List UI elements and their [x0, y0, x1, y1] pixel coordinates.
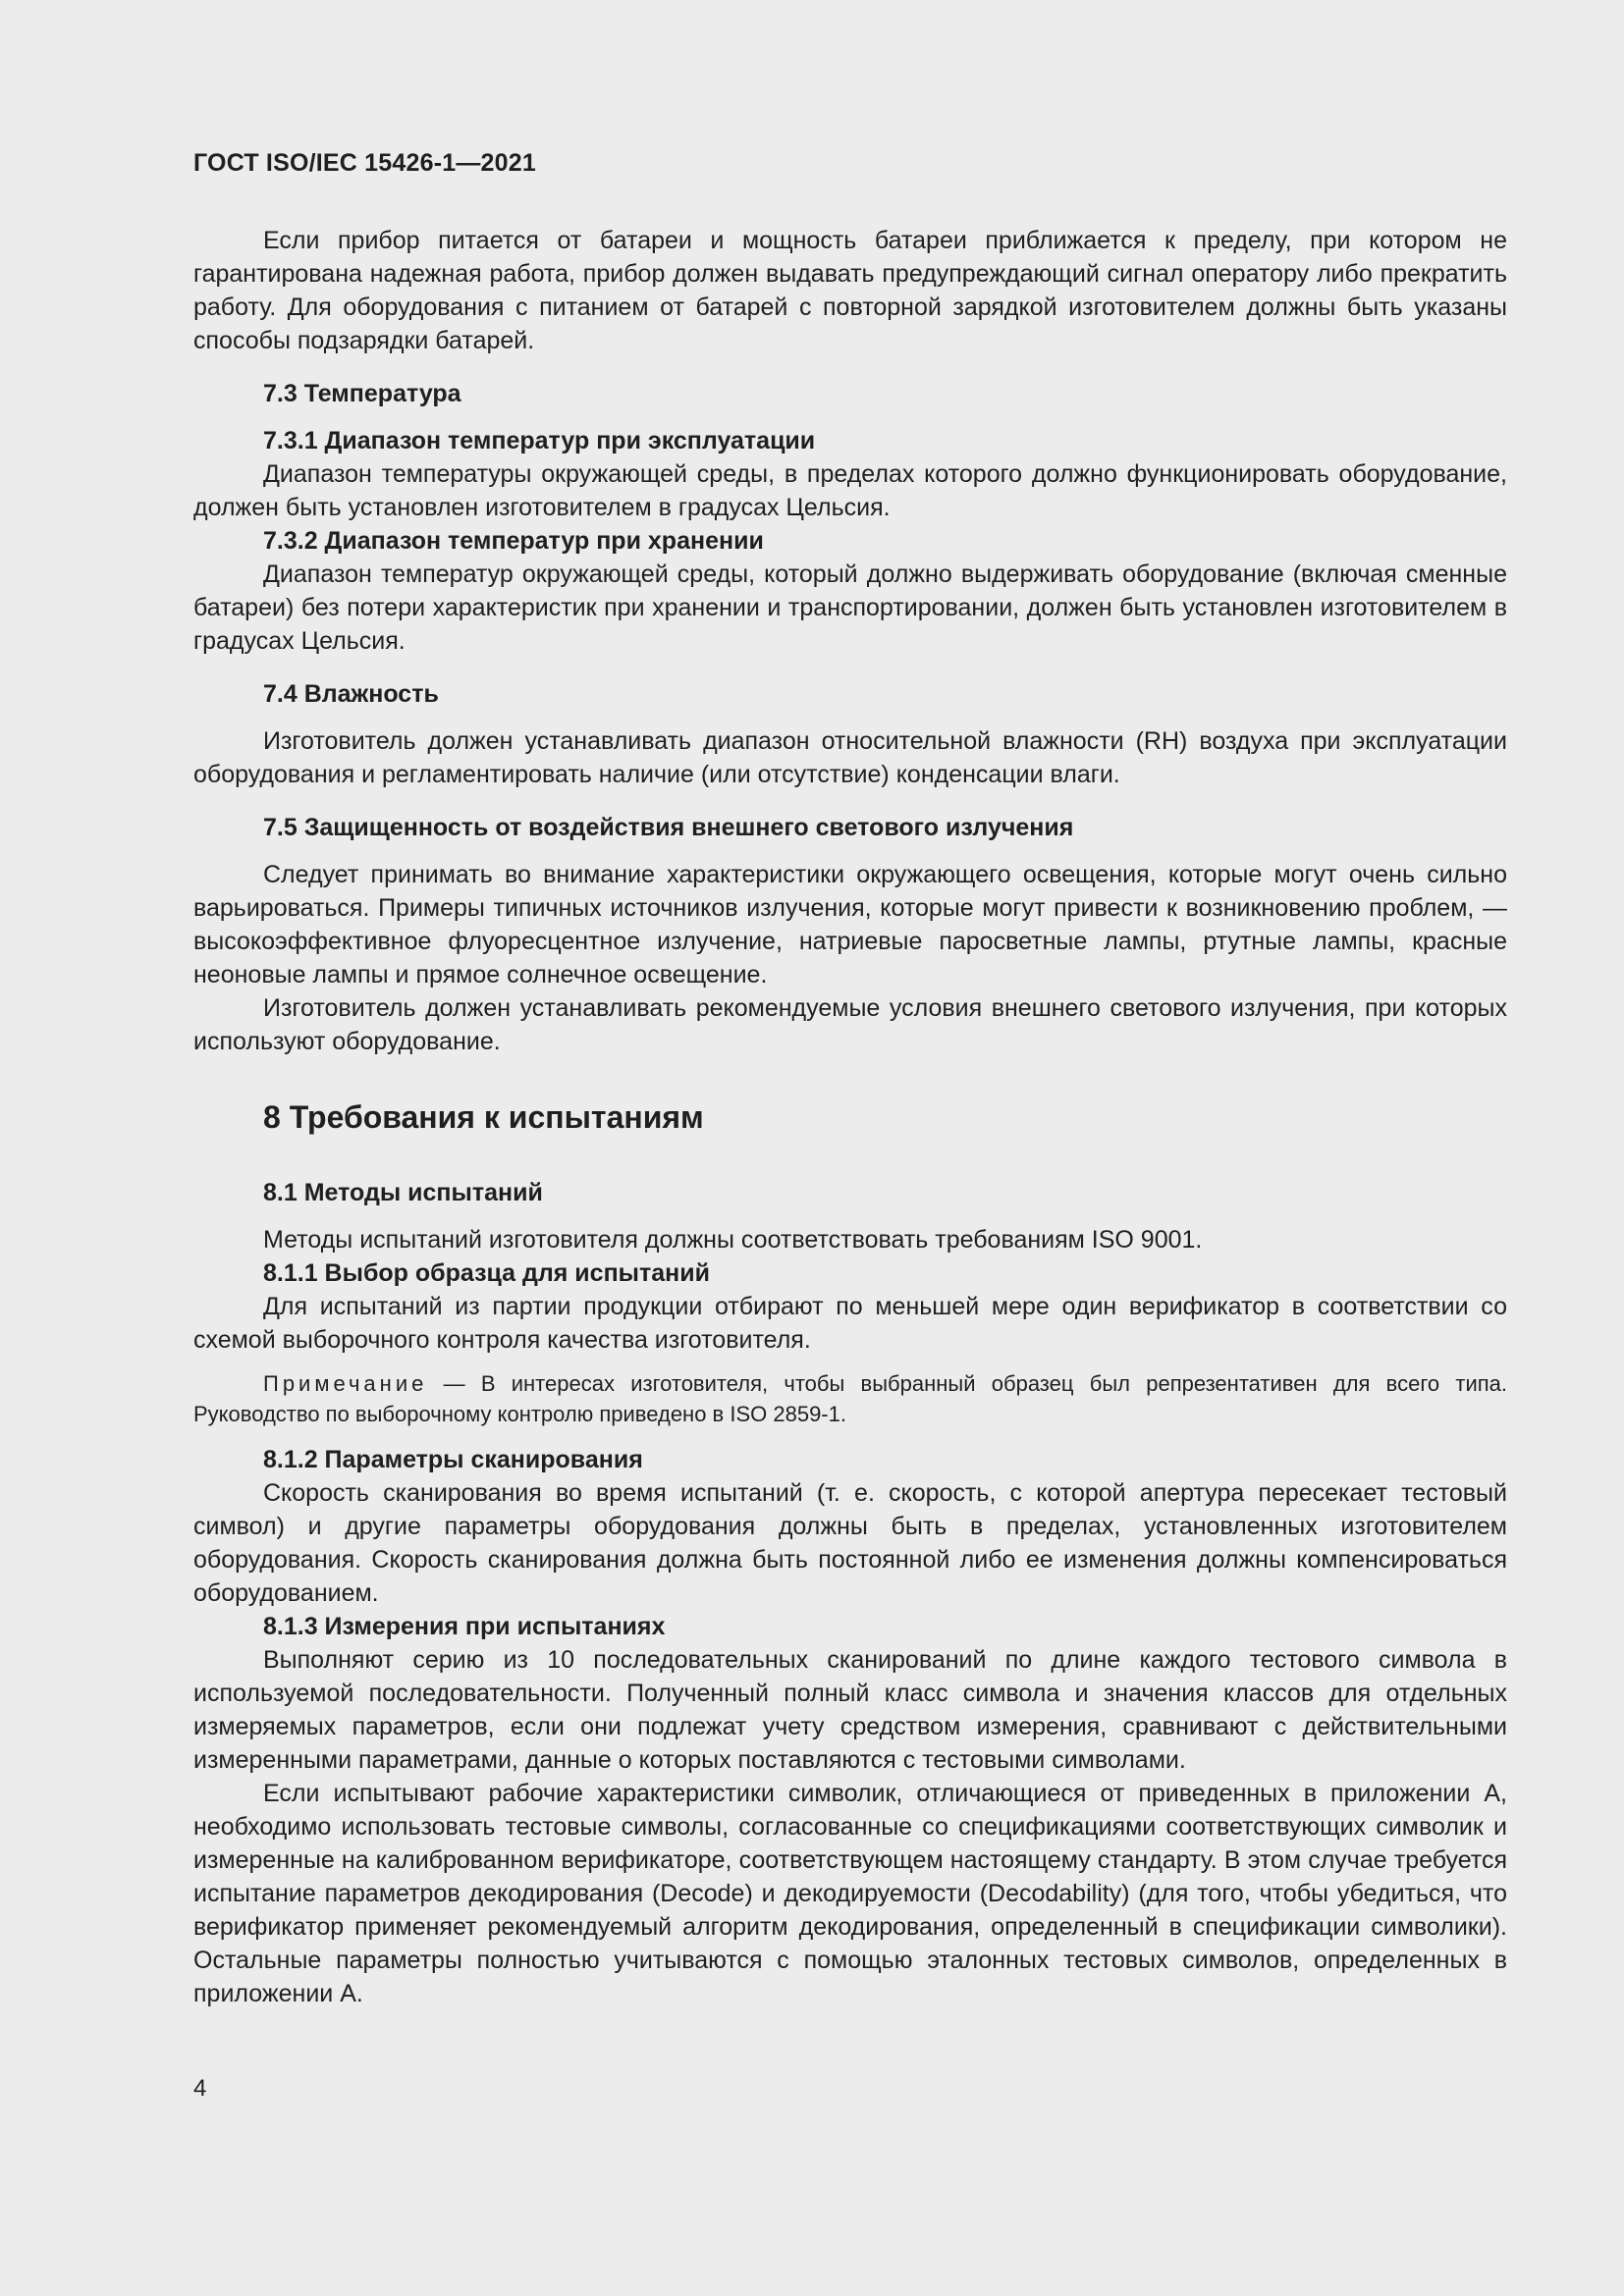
paragraph-8-1-3-b: Если испытывают рабочие характеристики символик, отличающиеся от приведенных в приложении А, необходимо использовать тестовые символы, согласованные со спецификациями соответствующих символик и измеренные на калиброванном верификаторе, соответствующем настоящему стандарту. В этом случае требуется испытание параметров декодирования (Decode) и декодируемости (Decodability) (для того, чтобы убедиться, что верификатор применяет рекомендуемый алгоритм декодирования, определенный в спецификации символики). Остальные параметры полностью учитываются с помощью эталонных тестовых символов, определенных в приложении А. [193, 1780, 1507, 2007]
paragraph-battery: Если прибор питается от батареи и мощность батареи приближается к пределу, при котором не гарантирована надежная работа, прибор должен выдавать предупреждающий сигнал оператору либо прекратить работу. Для оборудования с питанием от батарей с повторной зарядкой изготовителем должны быть указаны способы подзарядки батарей. [193, 227, 1507, 354]
paragraph-8-1-3-a: Выполняют серию из 10 последовательных сканирований по длине каждого тестового символа в используемой последовательности. Полученный полный класс символа и значения классов для отдельных измеряемых параметров, если они подлежат учету средством измерения, сравнивают с действительными измеренными параметрами, данные о которых поставляются с тестовыми символами. [193, 1646, 1507, 1774]
paragraph-7-3-2: Диапазон температур окружающей среды, который должно выдерживать оборудование (включая сменные батареи) без потери характеристик при хранении и транспортировании, должен быть установлен изготовителем в градусах Цельсия. [193, 561, 1507, 655]
paragraph-7-4: Изготовитель должен устанавливать диапазон относительной влажности (RH) воздуха при эксплуатации оборудования и регламентировать наличие (или отсутствие) конденсации влаги. [193, 727, 1507, 788]
heading-8-1-2: 8.1.2 Параметры сканирования [263, 1446, 643, 1473]
paragraph-7-3-1: Диапазон температуры окружающей среды, в пределах которого должно функционировать оборудование, должен быть установлен изготовителем в градусах Цельсия. [193, 460, 1507, 521]
heading-8-1-1: 8.1.1 Выбор образца для испытаний [263, 1259, 711, 1287]
note-text: — В интересах изготовителя, чтобы выбранный образец был репрезентативен для всего типа. Руководство по выборочному контролю приведено в ISO 2859-1. [193, 1371, 1507, 1426]
document-header: ГОСТ ISO/IEC 15426-1—2021 [193, 149, 536, 177]
note [193, 1368, 1507, 1429]
heading-8: 8 Требования к испытаниям [263, 1099, 704, 1135]
paragraph-8-1-2: Скорость сканирования во время испытаний (т. е. скорость, с которой апертура пересекает тестовый символ) и другие параметры оборудования должны быть в пределах, установленных изготовителем оборудования. Скорость сканирования должна быть постоянной либо ее изменения должны компенсироваться оборудованием. [193, 1479, 1507, 1607]
heading-8-1: 8.1 Методы испытаний [263, 1179, 543, 1206]
document-body [193, 224, 1507, 2010]
paragraph-7-5-a: Следует принимать во внимание характеристики окружающего освещения, которые могут очень сильно варьироваться. Примеры типичных источников излучения, которые могут привести к возникновению проблем, — высокоэффективное флуоресцентное излучение, натриевые паросветные лампы, ртутные лампы, красные неоновые лампы и прямое солнечное освещение. [193, 861, 1507, 988]
heading-7-3-2: 7.3.2 Диапазон температур при хранении [263, 527, 764, 555]
page-number: 4 [193, 2075, 207, 2102]
heading-8-1-3: 8.1.3 Измерения при испытаниях [263, 1613, 666, 1640]
paragraph-8-1-1: Для испытаний из партии продукции отбирают по меньшей мере один верификатор в соответствии со схемой выборочного контроля качества изготовителя. [193, 1293, 1507, 1354]
paragraph-7-5-b: Изготовитель должен устанавливать рекомендуемые условия внешнего светового излучения, при которых используют оборудование. [193, 994, 1507, 1055]
heading-7-5: 7.5 Защищенность от воздействия внешнего светового излучения [263, 814, 1074, 841]
heading-7-3: 7.3 Температура [263, 380, 461, 407]
paragraph-8-1: Методы испытаний изготовителя должны соответствовать требованиям ISO 9001. [263, 1226, 1203, 1254]
heading-7-4: 7.4 Влажность [263, 680, 439, 708]
note-label: Примечание [263, 1371, 428, 1396]
heading-7-3-1: 7.3.1 Диапазон температур при эксплуатации [263, 427, 816, 454]
